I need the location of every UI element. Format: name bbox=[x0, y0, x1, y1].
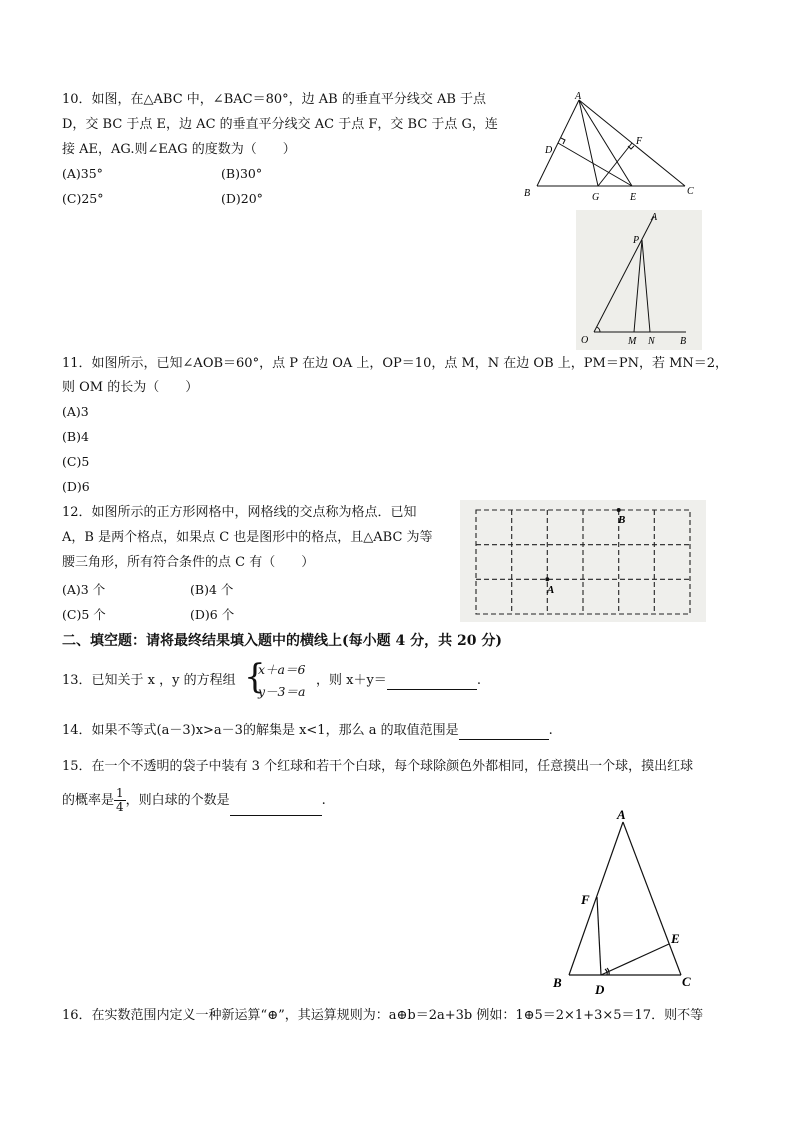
q10-label-e: E bbox=[630, 192, 637, 203]
q12-option-c: (C)5 个 bbox=[62, 607, 106, 622]
q10-line3: 接 AE，AG.则∠EAG 的度数为（ ） bbox=[62, 142, 296, 157]
q14-line bbox=[62, 722, 553, 740]
q15-triangle-figure bbox=[545, 803, 705, 1003]
q15-label-a: A bbox=[617, 807, 626, 822]
q11-label-n: N bbox=[648, 336, 655, 347]
q15-line1: 15．在一个不透明的袋子中装有 3 个红球和若干个白球，每个球除颜色外都相同，任意摸出一个球，摸出红球 bbox=[62, 759, 694, 774]
q10-label-d: D bbox=[545, 145, 553, 156]
q15-label-f: F bbox=[581, 892, 590, 907]
q10-label-f: F bbox=[636, 136, 643, 147]
q15-fraction-numerator: 1 bbox=[116, 786, 124, 800]
q13-end: . bbox=[476, 673, 481, 688]
q10-option-a: (A)35° bbox=[62, 166, 103, 181]
q12-option-b: (B)4 个 bbox=[190, 582, 234, 597]
q11-option-a: (A)3 bbox=[62, 404, 89, 419]
q14-end: . bbox=[548, 723, 553, 738]
q14-answer-blank[interactable] bbox=[459, 725, 549, 740]
q16-line1: 16．在实数范围内定义一种新运算“⊕”，其运算规则为：a⊕b＝2a+3b 例如：1⊕5＝2×1+3×5＝17．则不等 bbox=[62, 1008, 704, 1023]
q11-line1: 11．如图所示，已知∠AOB＝60°，点 P 在边 OA 上，OP＝10，点 M，N 在边 OB 上，PM＝PN，若 MN＝2， bbox=[62, 356, 729, 371]
q10-label-b: B bbox=[524, 188, 531, 199]
q10-triangle-figure bbox=[515, 88, 705, 208]
q10-line1: 10．如图，在△ABC 中，∠BAC＝80°，边 AB 的垂直平分线交 AB 于点 bbox=[62, 92, 487, 107]
q12-option-a: (A)3 个 bbox=[62, 582, 106, 597]
q13-prefix: 13．已知关于 x ，y 的方程组 bbox=[62, 673, 236, 688]
q15-fraction bbox=[114, 787, 126, 814]
q13-equation-1: x＋a＝6 bbox=[258, 662, 306, 677]
q10-label-c: C bbox=[687, 186, 694, 197]
q11-label-b: B bbox=[680, 336, 687, 347]
q15-end: . bbox=[321, 793, 326, 808]
q13-equation-2: y－3＝a bbox=[258, 684, 306, 699]
q11-option-b: (B)4 bbox=[62, 429, 89, 444]
q12-line1: 12．如图所示的正方形网格中，网格线的交点称为格点．已知 bbox=[62, 505, 417, 520]
q10-label-g: G bbox=[592, 192, 600, 203]
section-2-heading: 二、填空题：请将最终结果填入题中的横线上(每小题 4 分，共 20 分) bbox=[62, 633, 502, 649]
q12-line3: 腰三角形，所有符合条件的点 C 有（ ） bbox=[62, 555, 315, 570]
q11-label-a: A bbox=[651, 212, 658, 223]
q11-option-c: (C)5 bbox=[62, 454, 90, 469]
q15-label-c: C bbox=[682, 974, 691, 989]
q12-line2: A，B 是两个格点，如果点 C 也是图形中的格点，且△ABC 为等 bbox=[62, 530, 433, 545]
q11-angle-figure bbox=[576, 210, 702, 350]
q12-label-a: A bbox=[547, 584, 555, 596]
q15-prefix: 的概率是 bbox=[62, 793, 115, 808]
q15-label-e: E bbox=[671, 931, 680, 946]
q13-suffix: ，则 x＋y＝ bbox=[316, 673, 387, 688]
q10-option-d: (D)20° bbox=[221, 191, 263, 206]
q11-label-m: M bbox=[628, 336, 637, 347]
q15-label-b: B bbox=[553, 975, 562, 990]
q11-label-o: O bbox=[581, 335, 589, 346]
q15-label-d: D bbox=[595, 982, 605, 997]
q10-line2: D，交 BC 于点 E，边 AC 的垂直平分线交 AC 于点 F，交 BC 于点 G，连 bbox=[62, 117, 498, 132]
q11-option-d: (D)6 bbox=[62, 479, 90, 494]
q15-answer-blank[interactable] bbox=[230, 801, 322, 816]
q13-answer-line bbox=[316, 672, 481, 690]
q15-fraction-denominator: 4 bbox=[116, 800, 124, 814]
q13-answer-blank[interactable] bbox=[387, 675, 477, 690]
q10-label-a: A bbox=[575, 91, 582, 102]
q12-option-d: (D)6 个 bbox=[190, 607, 235, 622]
q11-line2: 则 OM 的长为（ ） bbox=[62, 380, 199, 395]
q10-option-b: (B)30° bbox=[221, 166, 263, 181]
q12-label-b: B bbox=[618, 514, 626, 526]
q15-suffix: ，则白球的个数是 bbox=[125, 793, 230, 808]
q12-grid-figure bbox=[460, 500, 706, 622]
q14-text: 14．如果不等式(a－3)x>a－3的解集是 x<1，那么 a 的取值范围是 bbox=[62, 723, 459, 738]
q10-option-c: (C)25° bbox=[62, 191, 104, 206]
q11-label-p: P bbox=[633, 235, 640, 246]
q13-brace: { bbox=[244, 657, 266, 697]
q15-line2 bbox=[62, 786, 326, 816]
